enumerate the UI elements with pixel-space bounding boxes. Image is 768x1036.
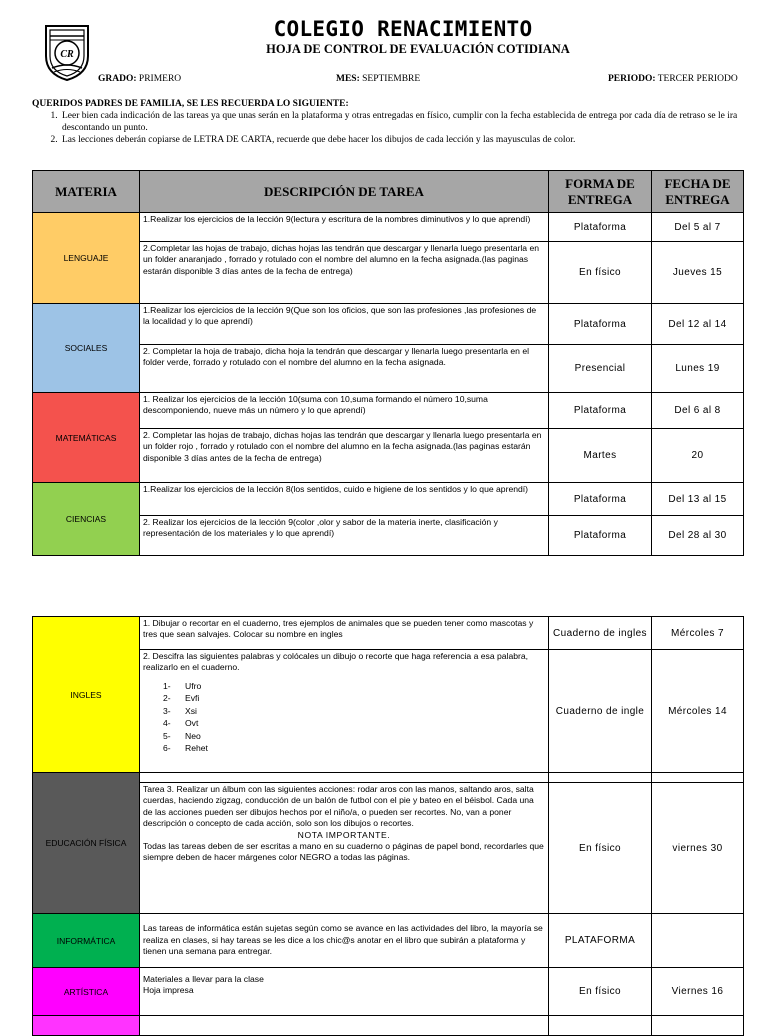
table-row: [33, 483, 744, 516]
delivery-date: viernes 30: [652, 783, 744, 914]
delivery-date: Jueves 15: [652, 242, 744, 304]
subject-educacion-fisica: EDUCACIÓN FÍSICA: [33, 773, 140, 914]
delivery-form: En físico: [549, 242, 652, 304]
empty-cell: [140, 1016, 549, 1036]
list-item: 1- Ufro: [163, 680, 202, 691]
list-item: 6- Rehet: [163, 743, 208, 754]
subject-sociales: SOCIALES: [33, 304, 140, 393]
grade-value: PRIMERO: [138, 74, 182, 84]
list-item: 2- Evfi: [163, 693, 200, 704]
delivery-form: Martes: [549, 429, 652, 483]
table-row: [33, 213, 744, 242]
empty-cell: [652, 1016, 744, 1036]
month-value: SEPTIEMBRE: [362, 74, 421, 84]
task-description-line: Materiales a llevar para la clase: [143, 974, 264, 984]
task-description-text: Tarea 3. Realizar un álbum con las siguientes acciones: rodar aros con las manos, saltando aros, salta cuerdas, haciendo zigzag, conducción de un balón de futbol con el pie y bateo en el béisbol. Cada una de las acciones pueden ser dibujos hechos por el niño/a, o pueden ser recortes. No, van a poner descripción o concepto de cada acción, solo son los dibujos o recortes.: [143, 784, 534, 829]
delivery-date: 20: [652, 429, 744, 483]
subject-ingles: INGLES: [33, 617, 140, 773]
task-description: 2.Completar las hojas de trabajo, dichas hojas las tendrán que descargar y llenarla luego presentarla en un folder anaranjado , forrado y rotulado con el nombre del alumno en la fecha asignada.(las paginas estarán disponible 3 días antes de la fecha de entrega): [140, 242, 549, 304]
table-row: [33, 968, 744, 1016]
table-row: [33, 650, 744, 773]
vocabulary-list: [143, 680, 545, 755]
table-row: [33, 429, 744, 483]
task-description-line: Hoja impresa: [143, 985, 194, 996]
delivery-date: Del 5 al 7: [652, 213, 744, 242]
delivery-date: Mércoles 7: [652, 617, 744, 650]
subject-cutoff: [33, 1016, 140, 1036]
subject-lenguaje: LENGUAJE: [33, 213, 140, 304]
empty-cell: [140, 773, 549, 783]
subject-column-header: MATERIA: [33, 171, 140, 213]
delivery-form: Plataforma: [549, 213, 652, 242]
delivery-form-column-header: FORMA DE ENTREGA: [549, 171, 652, 213]
sheet-title: HOJA DE CONTROL DE EVALUACIÓN COTIDIANA: [266, 42, 570, 56]
task-description: 2. Completar la hoja de trabajo, dicha hoja la tendrán que descargar y llenarla luego presentarla en el folder verde, forrado y rotulado con el nombre del alumno en la fecha asignada.: [140, 345, 549, 393]
table-row: [33, 783, 744, 914]
subject-ciencias: CIENCIAS: [33, 483, 140, 556]
task-description: 1.Realizar los ejercicios de la lección 9(lectura y escritura de la nombres diminutivos y lo que aprendí): [140, 213, 549, 242]
delivery-date: Del 12 al 14: [652, 304, 744, 345]
month-info: [336, 74, 420, 84]
month-label: MES:: [336, 74, 360, 84]
table-row: [33, 393, 744, 429]
task-description: [140, 968, 549, 1016]
grade-info: [98, 74, 181, 84]
important-note-title: NOTA IMPORTANTE.: [297, 829, 391, 840]
delivery-date: Del 28 al 30: [652, 516, 744, 556]
task-description: [140, 650, 549, 773]
subject-matematicas: MATEMÁTICAS: [33, 393, 140, 483]
delivery-form: Plataforma: [549, 483, 652, 516]
delivery-date: Del 13 al 15: [652, 483, 744, 516]
parents-notice: [32, 98, 744, 146]
table-row: [33, 914, 744, 968]
delivery-date-column-header: FECHA DE ENTREGA: [652, 171, 744, 213]
delivery-date: Del 6 al 8: [652, 393, 744, 429]
table-row: [33, 345, 744, 393]
period-label: PERIODO:: [608, 74, 656, 84]
list-item: 3- Xsi: [163, 705, 197, 716]
delivery-date: Lunes 19: [652, 345, 744, 393]
description-column-header: DESCRIPCIÓN DE TAREA: [140, 171, 549, 213]
period-value: TERCER PERIODO: [657, 74, 738, 84]
delivery-form: En físico: [549, 968, 652, 1016]
delivery-form: Plataforma: [549, 304, 652, 345]
notice-item: 2. Las lecciones deberán copiarse de LETRA DE CARTA, recuerde que debe hacer los dibujos de cada lección y las mayusculas de color.: [60, 134, 744, 146]
empty-cell: [549, 1016, 652, 1036]
important-note: Todas las tareas deben de ser escritas a mano en su cuaderno o páginas de papel bond, recordarles que siempre deben de hacer márgenes color NEGRO a todas las páginas.: [143, 841, 544, 863]
delivery-form: Plataforma: [549, 516, 652, 556]
homework-table-continued: [32, 616, 744, 1036]
list-item: 4- Ovt: [163, 718, 199, 729]
task-description: 1.Realizar los ejercicios de la lección 8(los sentidos, cuido e higiene de los sentidos y lo que aprendí): [140, 483, 549, 516]
task-description: Las tareas de informática están sujetas según como se avance en las actividades del libro, la mayoría se realiza en clases, si hay tareas se les dice a los chic@s anotar en el libro que subirán a plataforma y tienen una semana para entregar.: [140, 914, 549, 968]
subject-informatica: INFORMÁTICA: [33, 914, 140, 968]
table-row-cutoff: [33, 1016, 744, 1036]
delivery-form: PLATAFORMA: [549, 914, 652, 968]
table-row: [33, 516, 744, 556]
empty-cell: [549, 773, 652, 783]
period-info: [608, 74, 738, 84]
task-description: 1. Dibujar o recortar en el cuaderno, tres ejemplos de animales que se pueden tener como mascotas y tres que sean salvajes. Colocar su nombre en ingles: [140, 617, 549, 650]
table-row: [33, 242, 744, 304]
delivery-form: En físico: [549, 783, 652, 914]
notice-item: 1. Leer bien cada indicación de las tareas ya que unas serán en la plataforma y otras entregadas en físico, cumplir con la fecha establecida de entrega por cada día de retraso se le ira descontando un punto.: [60, 110, 744, 134]
task-description: [140, 783, 549, 914]
delivery-form: Cuaderno de ingles: [549, 617, 652, 650]
empty-cell: [652, 773, 744, 783]
table-row: [33, 304, 744, 345]
delivery-date: Mércoles 14: [652, 650, 744, 773]
grade-label: GRADO:: [98, 74, 137, 84]
notice-heading: QUERIDOS PADRES DE FAMILIA, SE LES RECUERDA LO SIGUIENTE:: [32, 99, 349, 109]
delivery-form: Plataforma: [549, 393, 652, 429]
delivery-form: Presencial: [549, 345, 652, 393]
task-description: 2. Realizar los ejercicios de la lección 9(color ,olor y sabor de la materia inerte, clasificación y representación de los materiales y lo que aprendí): [140, 516, 549, 556]
delivery-date: Viernes 16: [652, 968, 744, 1016]
task-description: 1.Realizar los ejercicios de la lección 9(Que son los oficios, que son las profesiones ,las profesiones de la localidad y lo que aprendí): [140, 304, 549, 345]
list-item: 5- Neo: [163, 730, 201, 741]
task-description: 2. Completar las hojas de trabajo, dichas hojas las tendrán que descargar y llenarla luego presentarla en un folder rojo , forrado y rotulado con el nombre del alumno en la fecha asignada.(las paginas estarán disponible 3 días antes de la fecha de entrega): [140, 429, 549, 483]
task-description: 1. Realizar los ejercicios de la lección 10(suma con 10,suma formando el número 10,suma descomponiendo, nueve más un número y lo que aprendí): [140, 393, 549, 429]
table-row: [33, 617, 744, 650]
delivery-form: Cuaderno de ingle: [549, 650, 652, 773]
task-description-text: 2. Descifra las siguientes palabras y colócales un dibujo o recorte que haga referencia a esa palabra, realizarlo en el cuaderno.: [143, 651, 529, 673]
homework-table: [32, 170, 744, 556]
logo-monogram: CR: [60, 49, 74, 60]
delivery-date: [652, 914, 744, 968]
subject-artistica: ARTÍSTICA: [33, 968, 140, 1016]
school-name: COLEGIO RENACIMIENTO: [273, 17, 533, 41]
table-row: [33, 773, 744, 783]
